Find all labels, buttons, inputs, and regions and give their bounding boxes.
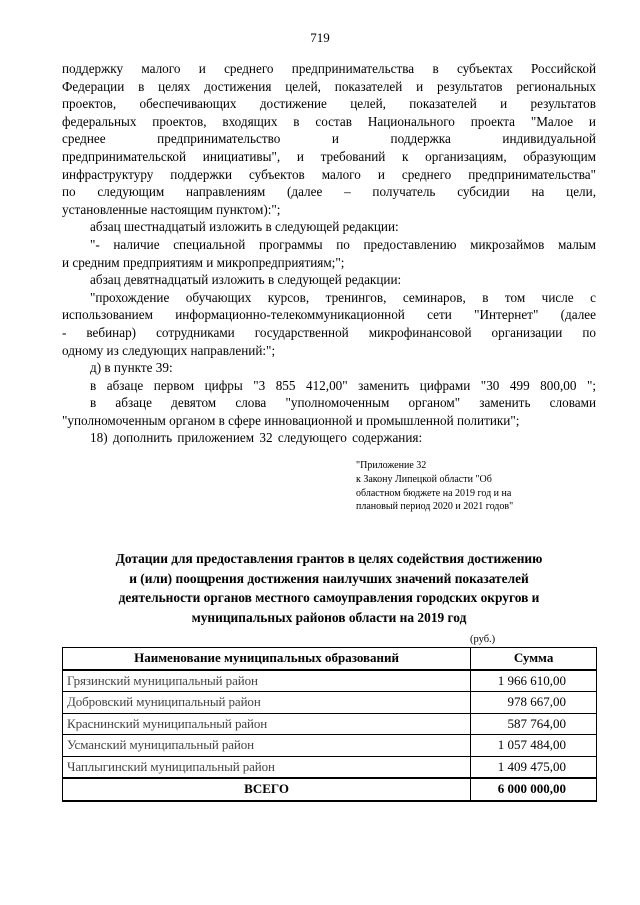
- municipality-sum: 1 409 475,00: [471, 756, 597, 778]
- header-sum: Сумма: [471, 648, 597, 670]
- municipality-sum: 587 764,00: [471, 713, 597, 735]
- paragraph-line: поддержку малого и среднего предпринимательства в субъектах Российской: [62, 61, 596, 76]
- paragraph-line: предпринимательской инициативы", и требований к организациям, образующим: [62, 148, 596, 164]
- municipality-sum: 1 966 610,00: [471, 670, 597, 692]
- table-row: [63, 670, 597, 692]
- title-line: муниципальных районов области на 2019 год: [191, 609, 467, 625]
- appendix-line: к Закону Липецкой области "Об: [356, 473, 492, 485]
- paragraph-line: по следующим направлениям (далее – получатель субсидии на цели,: [62, 184, 596, 200]
- municipality-name: Добровский муниципальный район: [63, 692, 471, 714]
- paragraph-line: среднее предпринимательство и поддержка индивидуальной: [62, 131, 596, 147]
- paragraph-line: в абзаце девятом слова "уполномоченным органом" заменить словами: [90, 395, 596, 411]
- header-name: Наименование муниципальных образований: [63, 648, 471, 670]
- paragraph-line: установленные настоящим пунктом):";: [62, 201, 281, 217]
- table-row: [63, 756, 597, 778]
- paragraph-line: 18) дополнить приложением 32 следующего содержания:: [90, 430, 423, 446]
- table-header-row: [63, 648, 597, 670]
- paragraph-line: "прохождение обучающих курсов, тренингов, семинаров, в том числе с: [90, 289, 596, 305]
- paragraph-line: использованием информационно-телекоммуникационной сети "Интернет" (далее: [62, 307, 596, 323]
- paragraph-line: федеральных проектов, входящих в состав Национального проекта "Малое и: [62, 113, 596, 129]
- appendix-line: "Приложение 32: [356, 460, 427, 471]
- title-line: и (или) поощрения достижения наилучших значений показателей: [129, 570, 529, 586]
- municipality-sum: 1 057 484,00: [471, 735, 597, 757]
- appendix-line: областном бюджете на 2019 год и на: [356, 487, 512, 499]
- municipality-name: Краснинский муниципальный район: [63, 713, 471, 735]
- paragraph-line: в абзаце первом цифры "3 855 412,00" заменить цифрами "30 499 800,00 ";: [90, 377, 596, 393]
- municipality-name: Чаплыгинский муниципальный район: [63, 756, 471, 778]
- paragraph-line: абзац шестнадцатый изложить в следующей редакции:: [90, 219, 399, 235]
- paragraph-line: - вебинар) сотрудниками государственной микрофинансовой организации по: [62, 324, 596, 340]
- paragraph-line: одному из следующих направлений:";: [62, 342, 276, 358]
- appendix-line: плановый период 2020 и 2021 годов": [356, 501, 514, 513]
- paragraph-line: абзац девятнадцатый изложить в следующей редакции:: [90, 272, 402, 288]
- title-line: Дотации для предоставления грантов в целях содействия достижению: [115, 551, 543, 566]
- table-total-row: [63, 778, 597, 801]
- table-row: [63, 713, 597, 735]
- page-number: 719: [310, 30, 330, 45]
- paragraph-line: Федерации в целях достижения целей, показателей и результатов региональных: [62, 78, 596, 94]
- municipality-name: Усманский муниципальный район: [63, 735, 471, 757]
- table-title: [62, 549, 596, 627]
- appendix-note: [356, 459, 596, 514]
- table-row: [63, 735, 597, 757]
- paragraph-line: д) в пункте 39:: [90, 360, 173, 376]
- currency-unit: (руб.): [470, 634, 496, 645]
- body-text: [62, 60, 596, 447]
- municipality-name: Грязинский муниципальный район: [63, 670, 471, 692]
- title-line: деятельности органов местного самоуправления городских округов и: [118, 590, 540, 605]
- total-label: ВСЕГО: [63, 778, 471, 801]
- paragraph-line: инфраструктуру поддержки субъектов малого и среднего предпринимательства": [62, 166, 596, 182]
- paragraph-line: и средним предприятиям и микропредприятиям;";: [62, 254, 345, 270]
- table-row: [63, 692, 597, 714]
- paragraph-line: "- наличие специальной программы по предоставлению микрозаймов малым: [90, 236, 596, 252]
- grants-table: [62, 647, 597, 802]
- paragraph-line: "уполномоченным органом в сфере инновационной и промышленной политики";: [62, 412, 520, 428]
- municipality-sum: 978 667,00: [471, 692, 597, 714]
- paragraph-line: проектов, обеспечивающих достижение целей, показателей и результатов: [62, 96, 596, 112]
- total-sum: 6 000 000,00: [471, 778, 597, 801]
